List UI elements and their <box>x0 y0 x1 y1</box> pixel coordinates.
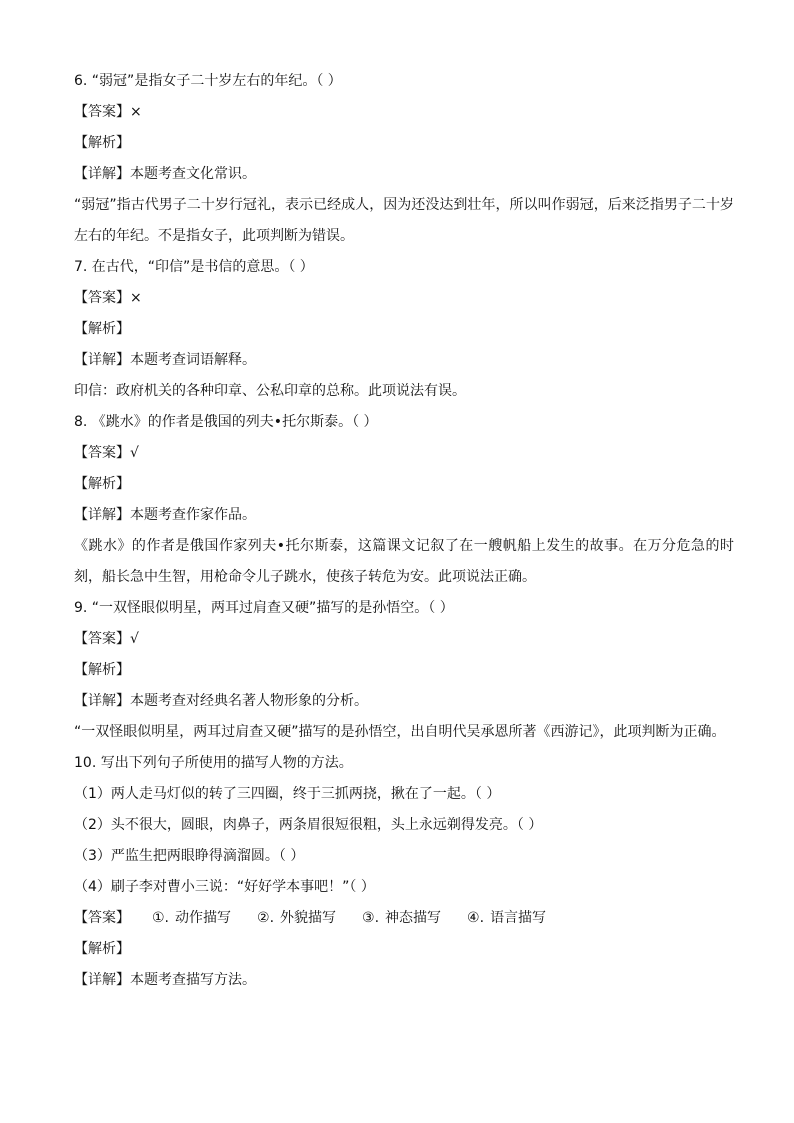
answer-10 <box>74 903 734 934</box>
analysis-label-8: 【解析】 <box>74 476 130 492</box>
detail-9 <box>74 686 734 717</box>
answer-value: × <box>130 290 142 306</box>
detail-label: 【详解】 <box>74 166 130 182</box>
answer-8 <box>74 438 734 469</box>
answer-label: 【答案】 <box>74 445 130 461</box>
analysis-label-10: 【解析】 <box>74 941 130 957</box>
answer-label: 【答案】 <box>74 104 130 120</box>
analysis-label-6: 【解析】 <box>74 135 130 151</box>
answer-value: √ <box>130 445 139 461</box>
detail-text: 本题考查作家作品。 <box>130 507 256 523</box>
detail-text: 本题考查文化常识。 <box>130 166 256 182</box>
detail-label: 【详解】 <box>74 972 130 988</box>
analysis-label-9: 【解析】 <box>74 662 130 678</box>
option-text: 动作描写 <box>175 910 232 926</box>
option-number: ④. <box>467 910 485 926</box>
answer-label: 【答案】 <box>74 290 130 306</box>
answer-option-4 <box>467 903 546 934</box>
detail-label: 【详解】 <box>74 352 130 368</box>
detail-text: 本题考查对经典名著人物形象的分析。 <box>130 693 368 709</box>
question-9: 9. “一双怪眼似明星，两耳过肩查又硬”描写的是孙悟空。（ ） <box>74 600 454 616</box>
question-8: 8. 《跳水》的作者是俄国的列夫•托尔斯泰。（ ） <box>74 414 378 430</box>
question-10-item-2: （2）头不很大，圆眼，肉鼻子，两条眉很短很粗，头上永远剃得发亮。（ ） <box>74 817 543 833</box>
question-10: 10. 写出下列句子所使用的描写人物的方法。 <box>74 755 353 771</box>
answer-6 <box>74 97 734 128</box>
document-body <box>74 66 734 996</box>
option-number: ③. <box>362 910 380 926</box>
answer-label: 【答案】 <box>74 910 130 926</box>
detail-10 <box>74 965 734 996</box>
question-10-item-4: （4）刷子李对曹小三说：“好好学本事吧！”（ ） <box>74 879 375 895</box>
question-10-item-1: （1）两人走马灯似的转了三四圈，终于三抓两挠，揪在了一起。（ ） <box>74 786 501 802</box>
detail-label: 【详解】 <box>74 507 130 523</box>
answer-option-1 <box>152 903 231 934</box>
option-text: 语言描写 <box>490 910 547 926</box>
option-number: ②. <box>257 910 275 926</box>
analysis-label-7: 【解析】 <box>74 321 130 337</box>
answer-option-3 <box>362 903 441 934</box>
explanation-9: “一双怪眼似明星，两耳过肩查又硬”描写的是孙悟空，出自明代吴承恩所著《西游记》，此项判断为正确。 <box>74 724 726 740</box>
answer-value: × <box>130 104 142 120</box>
question-10-item-3: （3）严监生把两眼睁得滴溜圆。（ ） <box>74 848 305 864</box>
question-7: 7. 在古代，“印信”是书信的意思。（ ） <box>74 259 314 275</box>
option-text: 外貌描写 <box>280 910 337 926</box>
question-6: 6. “弱冠”是指女子二十岁左右的年纪。（ ） <box>74 73 342 89</box>
answer-label: 【答案】 <box>74 631 130 647</box>
option-number: ①. <box>152 910 170 926</box>
detail-label: 【详解】 <box>74 693 130 709</box>
detail-text: 本题考查描写方法。 <box>130 972 256 988</box>
explanation-7: 印信：政府机关的各种印章、公私印章的总称。此项说法有误。 <box>74 383 466 399</box>
answer-option-2 <box>257 903 336 934</box>
detail-8 <box>74 500 734 531</box>
option-text: 神态描写 <box>385 910 442 926</box>
answer-value: √ <box>130 631 139 647</box>
detail-7 <box>74 345 734 376</box>
explanation-6: “弱冠”指古代男子二十岁行冠礼，表示已经成人，因为还没达到壮年，所以叫作弱冠，后来泛指男子二十岁左右的年纪。不是指女子，此项判断为错误。 <box>74 197 734 244</box>
answer-7 <box>74 283 734 314</box>
detail-text: 本题考查词语解释。 <box>130 352 256 368</box>
explanation-8: 《跳水》的作者是俄国作家列夫•托尔斯泰，这篇课文记叙了在一艘帆船上发生的故事。在万分危急的时刻，船长急中生智，用枪命令儿子跳水，使孩子转危为安。此项说法正确。 <box>74 538 734 585</box>
detail-6 <box>74 159 734 190</box>
answer-9 <box>74 624 734 655</box>
